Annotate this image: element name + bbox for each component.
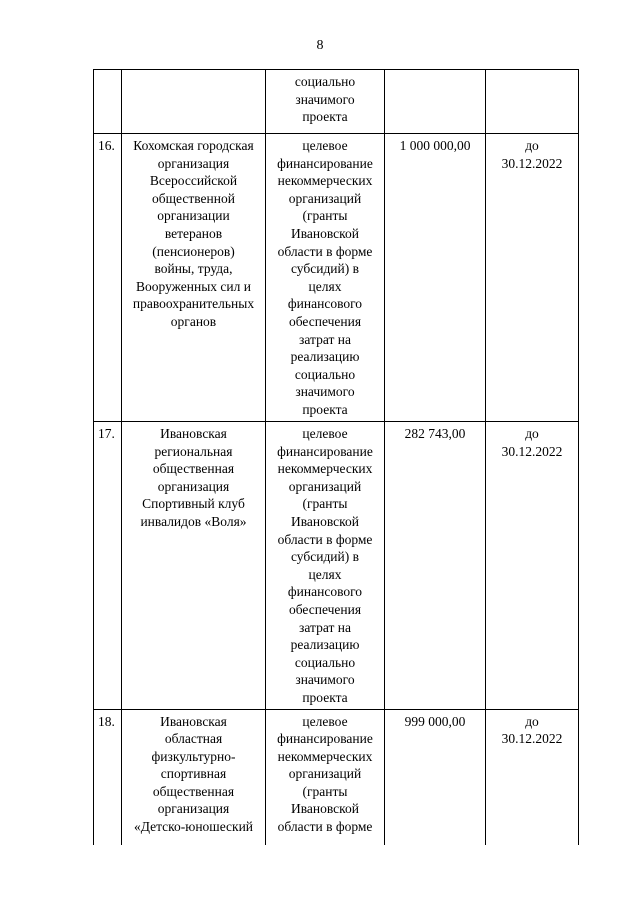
amount-cell (385, 70, 486, 134)
amount-cell: 282 743,00 (385, 422, 486, 710)
table-row (94, 134, 579, 422)
term-cell: до 30.12.2022 (486, 134, 579, 422)
organization-cell: Ивановская областная физкультурно- спортивная общественная организация «Детско-юношеский (122, 709, 266, 845)
organization-cell: Кохомская городская организация Всероссийской общественной организации ветеранов (пенсионеров) войны, труда, Вооруженных сил и правоохранительных органов (122, 134, 266, 422)
organization-cell: Ивановская региональная общественная организация Спортивный клуб инвалидов «Воля» (122, 422, 266, 710)
row-number-cell: 17. (94, 422, 122, 710)
amount-cell: 1 000 000,00 (385, 134, 486, 422)
purpose-cell: целевое финансирование некоммерческих организаций (гранты Ивановской области в форме субсидий) в целях финансового обеспечения затрат на реализацию социально значимого проекта (266, 422, 385, 710)
term-cell: до 30.12.2022 (486, 422, 579, 710)
amount-cell: 999 000,00 (385, 709, 486, 845)
purpose-cell: социально значимого проекта (266, 70, 385, 134)
table-row (94, 709, 579, 845)
term-cell (486, 70, 579, 134)
row-number-cell: 16. (94, 134, 122, 422)
table-row-continued (94, 70, 579, 134)
row-number-cell (94, 70, 122, 134)
organization-cell (122, 70, 266, 134)
purpose-cell: целевое финансирование некоммерческих организаций (гранты Ивановской области в форме субсидий) в целях финансового обеспечения затрат на реализацию социально значимого проекта (266, 134, 385, 422)
term-cell: до 30.12.2022 (486, 709, 579, 845)
grants-table (93, 69, 579, 845)
row-number-cell: 18. (94, 709, 122, 845)
purpose-cell: целевое финансирование некоммерческих организаций (гранты Ивановской области в форме (266, 709, 385, 845)
page-number: 8 (316, 38, 324, 53)
table-row (94, 422, 579, 710)
